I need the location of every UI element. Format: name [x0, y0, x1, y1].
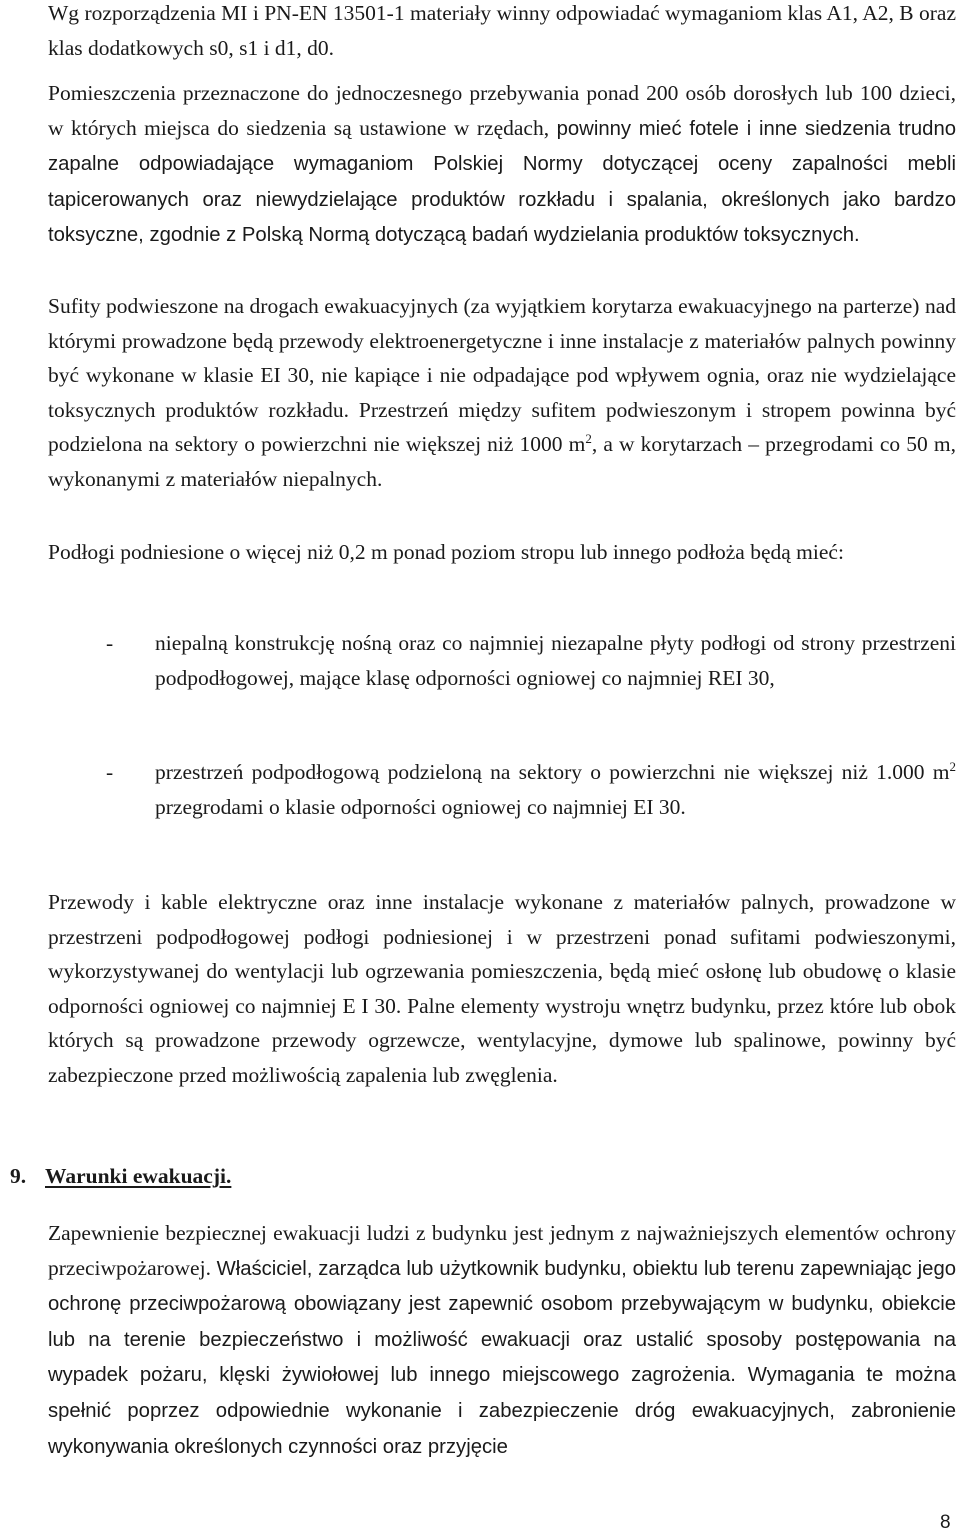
paragraph-cables-installations: Przewody i kable elektryczne oraz inne instalacje wykonane z materiałów palnych, prowadzone w przestrzeni podpodłogowej podłogi podniesionej i w przestrzeni ponad sufitami podwieszonymi, wykorzystywanej do wentylacji lub ogrzewania pomieszczenia, będą mieć osłonę lub obudowę o klasie odporności ogniowej co najmniej E I 30. Palne elementy wystroju wnętrz budynku, przez które lub obok których są prowadzone przewody ogrzewcze, wentylacyjne, dymowe lub spalinowe, powinny być zabezpieczone przed możliwością zapalenia lub zwęglenia. [48, 890, 956, 1087]
section-title: Warunki ewakuacji. [45, 1164, 232, 1188]
paragraph-suspended-ceilings [48, 289, 956, 497]
underfloor-text: przestrzeń podpodłogową podzieloną na sektory o powierzchni nie większej niż 1.000 m [155, 760, 950, 784]
list-bullet-dash: - [106, 760, 114, 784]
list-item-underfloor-sectors [155, 755, 956, 824]
square-meter-superscript: 2 [585, 431, 592, 447]
ceilings-text-end: , a w korytarzach – przegrodami co 50 m, wykonanymi z materiałów niepalnych. [48, 432, 956, 491]
seating-text-serif: Pomieszczenia przeznaczone do jednoczesnego przebywania ponad 200 osób dorosłych lub 100 dzieci, w których miejsca do siedzenia są ustawione w rzędach, [48, 81, 956, 140]
evacuation-text-sans: Właściciel, zarządca lub użytkownik budynku, obiektu lub terenu zapewniając jego ochronę przeciwpożarową obowiązany jest zapewnić osobom przebywającym w budynku, obiekcie lub na terenie bezpieczeństwo i możliwość ewakuacji oraz ustalić sposoby postępowania na wypadek pożaru, klęski żywiołowej lub innego miejscowego zagrożenia. Wymagania te można spełnić poprzez odpowiednie wykonanie i zabezpieczenie dróg ewakuacyjnych, zabronienie wykonywania określonych czynności oraz przyjęcie [48, 1257, 957, 1458]
paragraph-evacuation [48, 1216, 956, 1464]
paragraph-raised-floors: Podłogi podniesione o więcej niż 0,2 m ponad poziom stropu lub innego podłoża będą mieć: [48, 540, 844, 564]
paragraph-seating-requirements [48, 76, 956, 253]
seating-text-sans: powinny mieć fotele i inne siedzenia trudno zapalne odpowiadające wymaganiom Polskiej Normy dotyczącej oceny zapalności mebli tapicerowanych oraz niewydzielające produktów rozkładu i spalania, określonych jako bardzo toksyczne, zgodnie z Polską Normą dotyczącą badań wydzielania produktów toksycznych. [48, 117, 957, 247]
evacuation-text-serif: Zapewnienie bezpiecznej ewakuacji ludzi z budynku jest jednym z najważniejszych elementów ochrony przeciwpożarowej. [48, 1221, 956, 1280]
section-heading [10, 1161, 231, 1191]
ceilings-text: Sufity podwieszone na drogach ewakuacyjnych (za wyjątkiem korytarza ewakuacyjnego na parterze) nad którymi prowadzone będą przewody elektroenergetyczne i inne instalacje z materiałów palnych powinny być wykonane w klasie EI 30, nie kapiące i nie odpadające pod wpływem ognia, oraz nie wydzielające toksycznych produktów rozkładu. Przestrzeń między sufitem podwieszonym i stropem powinna być podzielona na sektory o powierzchni nie większej niż 1000 m [48, 294, 956, 457]
square-meter-superscript: 2 [949, 758, 956, 774]
underfloor-text-end: przegrodami o klasie odporności ogniowej co najmniej EI 30. [155, 794, 686, 819]
list-bullet-dash: - [106, 631, 114, 655]
page-number: 8 [940, 1512, 951, 1533]
section-number: 9. [10, 1164, 27, 1188]
list-item-load-bearing-structure: niepalną konstrukcję nośną oraz co najmniej niezapalne płyty podłogi od strony przestrzeni podpodłogowej, mające klasę odporności ogniowej co najmniej REI 30, [155, 631, 956, 690]
paragraph-materials-classes: Wg rozporządzenia MI i PN-EN 13501-1 materiały winny odpowiadać wymaganiom klas A1, A2, B oraz klas dodatkowych s0, s1 i d1, d0. [48, 1, 956, 60]
